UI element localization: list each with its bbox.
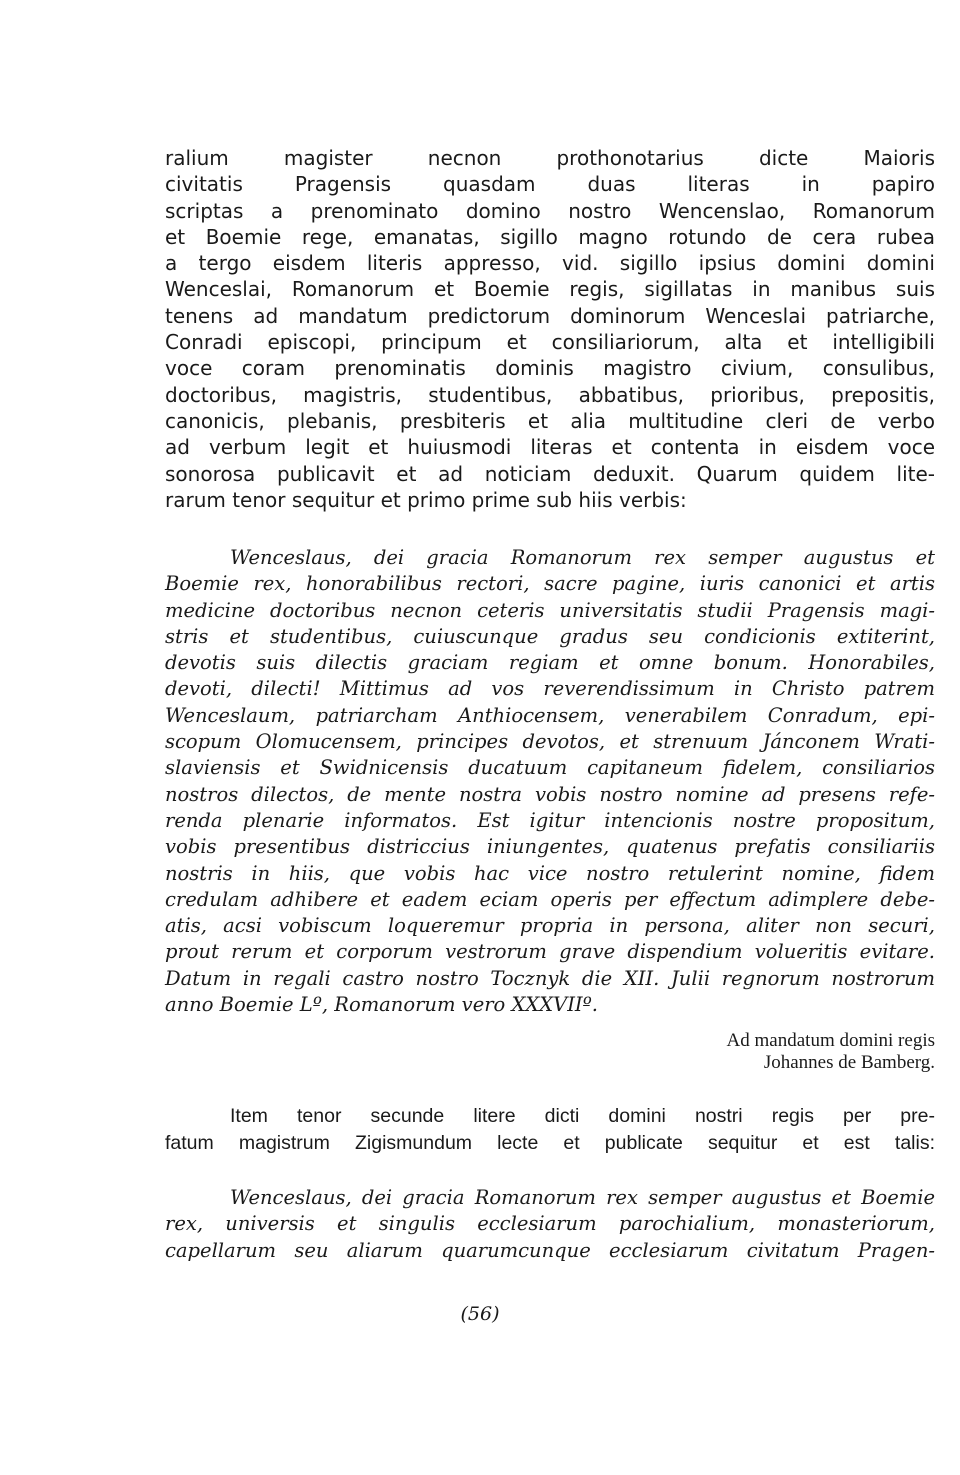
- page-number: (56): [460, 1303, 500, 1325]
- text-line-content: sonorosa publicavit et ad noticiam deduxit. Quarum quidem lite-: [165, 461, 935, 486]
- text-line-content: voce coram prenominatis dominis magistro civium, consulibus,: [165, 356, 935, 381]
- text-line-content: Datum in regali castro nostro Tocznyk die XII. Julii regnorum nostrorum: [165, 966, 935, 990]
- text-line-content: civitatis Pragensis quasdam duas literas in papiro: [165, 172, 935, 197]
- text-line: [165, 913, 935, 939]
- text-line-content: prout rerum et corporum vestrorum grave dispendium volueritis evitare.: [165, 940, 935, 964]
- text-line: [165, 545, 935, 571]
- text-line-content: devoti, dilecti! Mittimus ad vos reverendissimum in Christo patrem: [165, 677, 935, 701]
- text-line-content: doctoribus, magistris, studentibus, abbatibus, prioribus, prepositis,: [165, 382, 935, 407]
- text-line-content: et Boemie rege, emanatas, sigillo magno rotundo de cera rubea: [165, 224, 935, 249]
- text-line: [165, 1130, 935, 1157]
- text-line-content: Boemie rex, honorabilibus rectori, sacre pagine, iuris canonici et artis: [165, 572, 935, 596]
- text-line-content: ralium magister necnon prothonotarius dicte Maioris: [165, 146, 935, 170]
- text-line-content: atis, acsi vobiscum loqueremur propria in persona, aliter non securi,: [165, 914, 935, 938]
- text-line-content: a tergo eisdem literis appresso, vid. sigillo ipsius domini domini: [165, 251, 935, 276]
- text-line: [165, 992, 935, 1018]
- text-line-content: Wenceslaus, dei gracia Romanorum rex semper augustus et Boemie: [230, 1186, 935, 1209]
- text-line: [165, 434, 935, 460]
- text-line: [165, 250, 935, 276]
- text-line: [165, 355, 935, 381]
- text-line: [165, 598, 935, 624]
- text-line-content: slaviensis et Swidnicensis ducatuum capitaneum fidelem, consiliarios: [165, 756, 935, 780]
- text-line: [165, 1103, 935, 1130]
- text-line: [165, 676, 935, 702]
- signature-line: Johannes de Bamberg.: [763, 1052, 935, 1073]
- text-line: [165, 276, 935, 302]
- text-line: [165, 966, 935, 992]
- text-line-content: capellarum seu aliarum quarumcunque ecclesiarum civitatum Pragen-: [165, 1238, 935, 1262]
- text-line-content: fatum magistrum Zigismundum lecte et publicate sequitur et est talis:: [165, 1132, 935, 1154]
- text-line-content: Conradi episcopi, principum et consiliariorum, alta et intelligibili: [165, 330, 935, 355]
- text-line-content: vobis presentibus districcius iniungentes, quatenus prefatis consiliariis: [165, 835, 935, 859]
- text-line-content: medicine doctoribus necnon ceteris universitatis studii Pragensis magi-: [165, 598, 935, 622]
- text-line: [165, 834, 935, 860]
- text-line: [165, 755, 935, 781]
- text-line-content: renda plenarie informatos. Est igitur intencionis nostre propositum,: [165, 808, 935, 832]
- text-line-content: Item tenor secunde litere dicti domini nostri regis per pre-: [230, 1105, 935, 1127]
- text-line: [165, 329, 935, 355]
- text-line: [165, 461, 935, 487]
- text-line-content: scriptas a prenominato domino nostro Wencenslao, Romanorum: [165, 198, 935, 223]
- text-line: [165, 624, 935, 650]
- text-line: [165, 650, 935, 676]
- text-line-content: nostris in hiis, que vobis hac vice nostro retulerint nomine, fidem: [165, 861, 935, 885]
- text-line: [165, 145, 935, 171]
- text-line-content: tenens ad mandatum predictorum dominorum Wenceslai patriarche,: [165, 303, 935, 328]
- text-line: [165, 171, 935, 197]
- text-line-content: canonicis, plebanis, presbiteris et alia multitudine cleri de verbo: [165, 408, 935, 433]
- text-line: [165, 729, 935, 755]
- signature-line: Ad mandatum domini regis: [726, 1030, 935, 1051]
- text-line: [165, 782, 935, 808]
- text-line-content: credulam adhibere et eadem eciam operis per effectum adimplere debe-: [165, 887, 935, 911]
- text-line-content: nostros dilectos, de mente nostra vobis nostro nomine ad presens refe-: [165, 782, 935, 806]
- royal-letter-text: [165, 545, 935, 1018]
- text-line: [165, 224, 935, 250]
- text-line-content: Wenceslaum, patriarcham Anthiocensem, venerabilem Conradum, epi-: [165, 703, 935, 727]
- text-line: [165, 487, 935, 513]
- signature-block: [600, 1030, 935, 1074]
- body-paragraph: [165, 145, 935, 513]
- text-line-content: stris et studentibus, cuiuscunque gradus seu condicionis extiterint,: [165, 624, 935, 648]
- text-line: [165, 887, 935, 913]
- text-line-content: anno Boemie Lº, Romanorum vero XXXVIIº.: [165, 993, 598, 1017]
- text-line: [165, 198, 935, 224]
- text-line-content: ad verbum legit et huiusmodi literas et contenta in eisdem voce: [165, 435, 935, 460]
- text-line-content: rex, universis et singulis ecclesiarum parochialium, monasteriorum,: [165, 1212, 935, 1236]
- body-paragraph: [165, 1103, 935, 1157]
- text-line: [165, 703, 935, 729]
- text-line: [165, 861, 935, 887]
- text-line: [165, 1185, 935, 1211]
- text-line: [165, 303, 935, 329]
- text-line: [165, 939, 935, 965]
- text-line-content: Wenceslai, Romanorum et Boemie regis, sigillatas in manibus suis: [165, 277, 935, 302]
- text-line-content: rarum tenor sequitur et primo prime sub hiis verbis:: [165, 487, 687, 512]
- royal-letter-text: [165, 1185, 935, 1264]
- text-line-content: scopum Olomucensem, principes devotos, et strenuum Jánconem Wrati-: [165, 730, 935, 754]
- text-line-content: devotis suis dilectis graciam regiam et omne bonum. Honorabiles,: [165, 651, 935, 675]
- text-line: [165, 1238, 935, 1264]
- text-line: [165, 808, 935, 834]
- text-line: [165, 1211, 935, 1237]
- text-line: [165, 382, 935, 408]
- text-line-content: Wenceslaus, dei gracia Romanorum rex semper augustus et: [230, 546, 935, 569]
- text-line: [165, 571, 935, 597]
- text-line: [165, 408, 935, 434]
